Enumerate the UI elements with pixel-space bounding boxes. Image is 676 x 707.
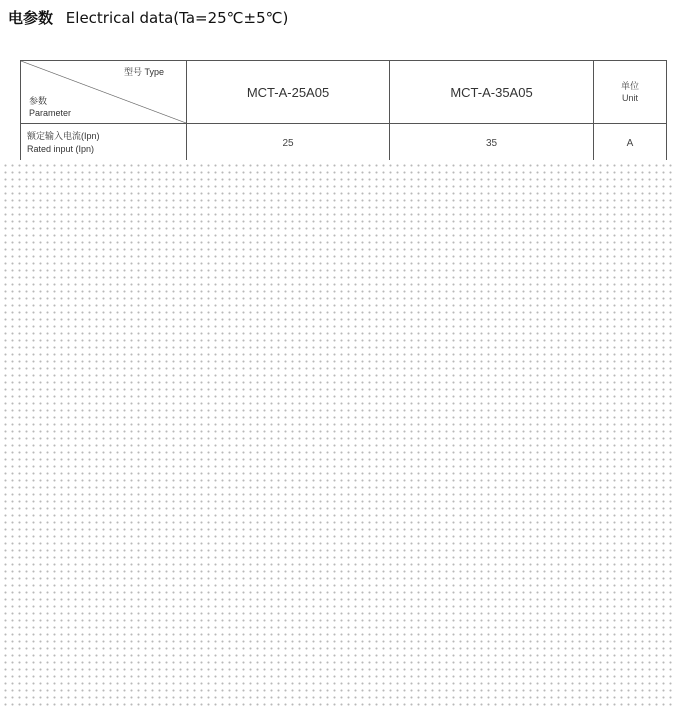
unit-label-en: Unit [621,93,638,103]
parameter-label-en: Parameter [29,108,72,118]
header-diagonal-cell [21,61,187,124]
parameter-label-cn: 参数 [29,96,48,106]
page-title [8,7,288,28]
type-label: 型号 Type [123,67,164,77]
unit-header [594,61,667,124]
unit-label-cn: 单位 [620,81,639,91]
row-label [21,124,187,163]
title-cn: 电参数 [8,9,54,27]
electrical-data-table [20,60,667,163]
obscured-content-area [0,160,676,707]
row-label-cn: 额定输入电流(Ipn) [27,131,100,141]
table-row [21,124,667,163]
parameter-label [29,95,71,119]
row-label-en: Rated input (Ipn) [27,144,95,154]
row-value: 25 [187,124,390,163]
model-header: MCT-A-25A05 [187,61,390,124]
row-unit: A [594,124,667,163]
table-header-row [21,61,667,124]
model-header: MCT-A-35A05 [390,61,594,124]
row-value: 35 [390,124,594,163]
title-en: Electrical data(Ta=25℃±5℃) [65,9,289,27]
